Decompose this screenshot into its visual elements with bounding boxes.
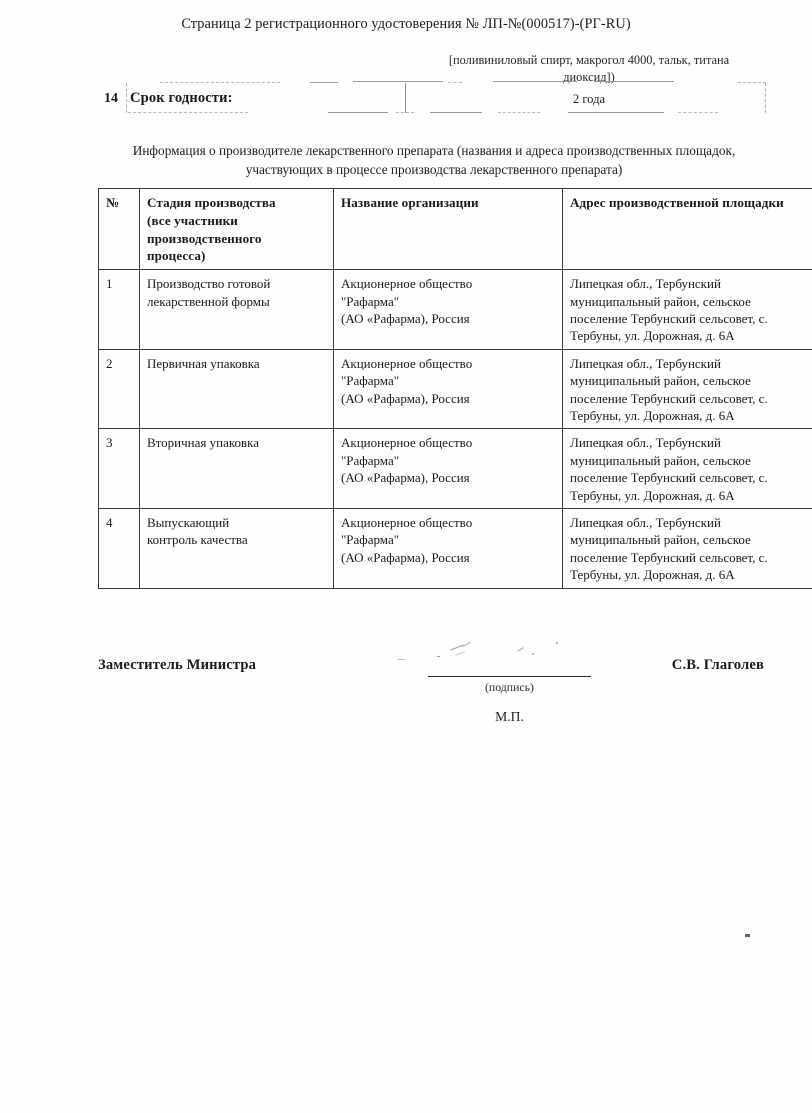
cell-no: 1 [99,270,140,350]
cell-address-line: муниципальный район, сельское [570,532,751,548]
cell-organization-line: (АО «Рафарма), Россия [341,311,470,326]
cell-address-line: поселение Тербунский сельсовет, с. [570,549,768,565]
handwriting-mark [462,642,470,647]
intro-line-1: Информация о производителе лекарственного препарата (названия и адреса производственных площадок, [132,143,736,158]
table-row [99,509,812,589]
cell-address-line: Тербуны, ул. Дорожная, д. 6А [570,567,735,583]
cell-address [563,509,812,589]
cell-organization [334,509,563,589]
cell-organization-line: (АО «Рафарма), Россия [341,390,470,406]
cell-address-line: муниципальный район, сельское [570,373,751,389]
table-row [99,429,812,509]
handwriting-mark [517,647,523,652]
handwriting-mark [437,656,440,657]
cell-stage [140,349,334,429]
column-header-stage-line-4: процесса) [147,248,206,264]
cell-address-line: поселение Тербунский сельсовет, с. [570,390,768,406]
handwriting-mark [532,653,534,655]
cell-organization-line: "Рафарма" [341,293,400,309]
cell-organization-line: (АО «Рафарма), Россия [341,549,470,565]
cell-address-line: Липецкая обл., Тербунский [570,276,721,292]
cell-organization-line: Акционерное общество [341,276,473,292]
cell-address [563,349,812,429]
cell-organization [334,429,563,509]
cell-no: 4 [99,509,140,589]
manufacturer-info-intro [98,141,770,179]
cell-stage-line: Выпускающий [147,515,230,531]
cell-address-line: Тербуны, ул. Дорожная, д. 6А [570,408,735,424]
cell-address-line: Липецкая обл., Тербунский [570,515,721,531]
stamp-placeholder: М.П. [495,709,524,724]
table-head [99,189,812,270]
column-header-stage-line-2: (все участники [147,212,238,228]
cell-stage-line: контроль качества [147,532,248,548]
cell-no: 2 [99,349,140,429]
column-header-stage-line-1: Стадия производства [147,195,276,210]
cell-address-line: Липецкая обл., Тербунский [570,435,721,451]
cell-address [563,429,812,509]
cell-organization [334,270,563,350]
table-body [99,270,812,589]
cell-no: 3 [99,429,140,509]
signature-caption: (подпись) [485,680,534,694]
column-header-address: Адрес производственной площадки [563,189,812,270]
column-header-stage-line-3: производственного [147,230,262,246]
cell-organization-line: (АО «Рафарма), Россия [341,470,470,486]
faint-rule-top-b [310,82,338,83]
item-14-block [98,52,768,114]
cell-address-line: Тербуны, ул. Дорожная, д. 6А [570,328,735,344]
table-header-row [99,189,812,270]
intro-line-2: участвующих в процессе производства лекарственного препарата) [245,162,623,177]
faint-rule-top-d [448,82,462,83]
faint-rule-top-g [738,82,766,83]
signatory-position: Заместитель Министра [98,657,257,673]
signature-rule [428,676,591,677]
cell-stage [140,509,334,589]
cell-stage [140,429,334,509]
table-row [99,349,812,429]
cell-address-line: Липецкая обл., Тербунский [570,355,721,371]
cell-organization-line: Акционерное общество [341,435,473,451]
cell-address [563,270,812,350]
cell-stage [140,270,334,350]
excipients-line-2: диоксид]) [563,69,615,84]
column-header-stage [140,189,334,270]
cell-address-line: Тербуны, ул. Дорожная, д. 6А [570,487,735,503]
handwriting-mark [398,659,405,660]
cell-organization-line: "Рафарма" [341,373,400,389]
cell-stage-line: лекарственной формы [147,293,270,309]
cell-address-line: муниципальный район, сельское [570,293,751,309]
manufacturing-sites-table [98,188,812,589]
faint-rule-top-c [353,81,443,82]
faint-rule-top-f [594,81,674,82]
cell-address-line: муниципальный район, сельское [570,452,751,468]
page-header-title: Страница 2 регистрационного удостоверения № ЛП-№(000517)-(РГ-RU) [181,16,631,32]
column-header-organization: Название организации [334,189,563,270]
item-14-number: 14 [104,91,118,106]
excipients-line-1: [поливиниловый спирт, макрогол 4000, тальк, титана [448,53,730,67]
cell-organization-line: Акционерное общество [341,355,473,371]
cell-stage-line: Производство готовой [147,276,271,292]
item-14-row [98,85,768,114]
signatory-name: С.В. Глаголев [671,657,764,673]
scan-speck [745,934,750,937]
cell-stage-line: Вторичная упаковка [147,435,260,451]
column-header-no: № [99,189,140,270]
cell-organization-line: "Рафарма" [341,532,400,548]
item-14-label: Срок годности: [130,90,233,106]
table-row [99,270,812,350]
excipients-text [410,52,768,85]
item-14-value: 2 года [572,92,606,106]
handwriting-mark [455,651,465,655]
signature-block [98,620,770,730]
cell-stage-line: Первичная упаковка [147,355,260,371]
handwriting-mark [556,642,558,644]
cell-organization-line: "Рафарма" [341,452,400,468]
cell-address-line: поселение Тербунский сельсовет, с. [570,470,768,486]
cell-organization [334,349,563,429]
cell-organization-line: Акционерное общество [341,515,473,531]
faint-rule-top-e [493,81,577,82]
faint-rule-top-a [160,82,280,83]
cell-address-line: поселение Тербунский сельсовет, с. [570,311,768,326]
